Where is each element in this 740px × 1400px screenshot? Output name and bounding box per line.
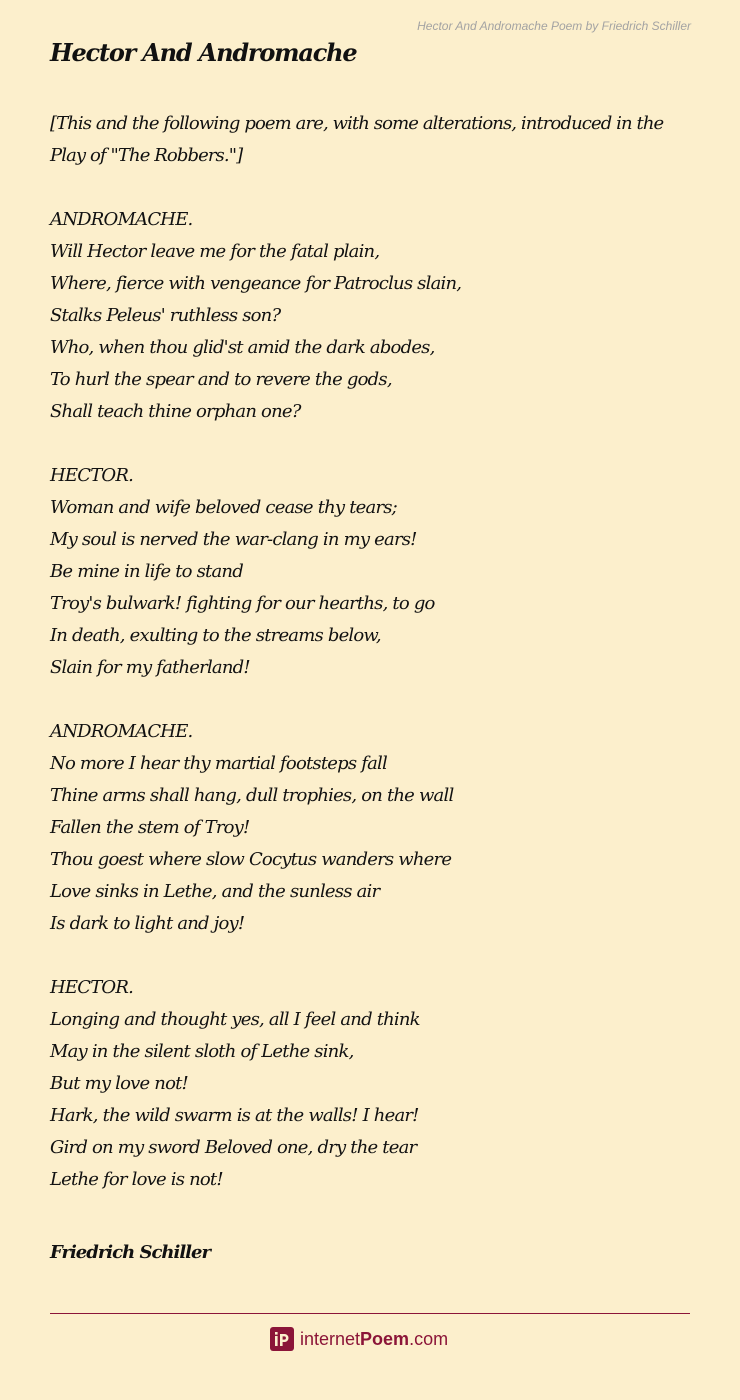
poem-line: Stalks Peleus' ruthless son? <box>50 305 281 326</box>
logo-text-domain: .com <box>409 1329 449 1349</box>
stanza-4 <box>50 972 695 1196</box>
poem-line: Woman and wife beloved cease thy tears; <box>50 497 397 518</box>
poem-line: Be mine in life to stand <box>50 561 243 582</box>
logo-text-internet: internet <box>300 1329 361 1349</box>
stanza-3 <box>50 716 695 940</box>
poem-line: Lethe for love is not! <box>50 1169 223 1190</box>
poem-line: Thou goest where slow Cocytus wanders where <box>50 849 452 870</box>
poem-line: To hurl the spear and to revere the gods, <box>50 369 392 390</box>
poem-line: Hark, the wild swarm is at the walls! I hear! <box>50 1105 419 1126</box>
logo-text-poem: Poem <box>360 1329 410 1349</box>
poem-line: Troy's bulwark! fighting for our hearths, to go <box>50 593 435 614</box>
poem-title: Hector And Andromache <box>50 38 357 67</box>
poem-line: Longing and thought yes, all I feel and think <box>50 1009 420 1030</box>
poem-line: Thine arms shall hang, dull trophies, on the wall <box>50 785 454 806</box>
poem-line: Will Hector leave me for the fatal plain, <box>50 241 380 262</box>
poem-line: Gird on my sword Beloved one, dry the tear <box>50 1137 417 1158</box>
stanza-speaker: HECTOR. <box>50 465 134 486</box>
site-logo-link[interactable] <box>270 1326 448 1352</box>
poem-line: Slain for my fatherland! <box>50 657 250 678</box>
poem-line: Where, fierce with vengeance for Patroclus slain, <box>50 273 462 294</box>
stanza-speaker: HECTOR. <box>50 977 134 998</box>
poem-author: Friedrich Schiller <box>50 1242 210 1263</box>
poem-line: My soul is nerved the war-clang in my ears! <box>50 529 417 550</box>
poem-line: May in the silent sloth of Lethe sink, <box>50 1041 354 1062</box>
poem-line: But my love not! <box>50 1073 188 1094</box>
poem-line: No more I hear thy martial footsteps fall <box>50 753 387 774</box>
poem-line: Shall teach thine orphan one? <box>50 401 301 422</box>
poem-line: Who, when thou glid'st amid the dark abodes, <box>50 337 435 358</box>
ip-logo-icon <box>270 1327 294 1351</box>
stanza-1 <box>50 204 695 428</box>
poem-intro: [This and the following poem are, with some alterations, introduced in the Play of "The Robbers."] <box>50 113 664 166</box>
poem-body <box>50 108 695 1228</box>
footer-divider <box>50 1313 690 1314</box>
poem-line: In death, exulting to the streams below, <box>50 625 381 646</box>
poem-line: Love sinks in Lethe, and the sunless air <box>50 881 380 902</box>
poem-line: Fallen the stem of Troy! <box>50 817 250 838</box>
header-credit: Hector And Andromache Poem by Friedrich Schiller <box>417 19 691 33</box>
stanza-2 <box>50 460 695 684</box>
stanza-speaker: ANDROMACHE. <box>50 721 193 742</box>
poem-line: Is dark to light and joy! <box>50 913 245 934</box>
site-logo-text <box>300 1326 448 1352</box>
stanza-speaker: ANDROMACHE. <box>50 209 193 230</box>
